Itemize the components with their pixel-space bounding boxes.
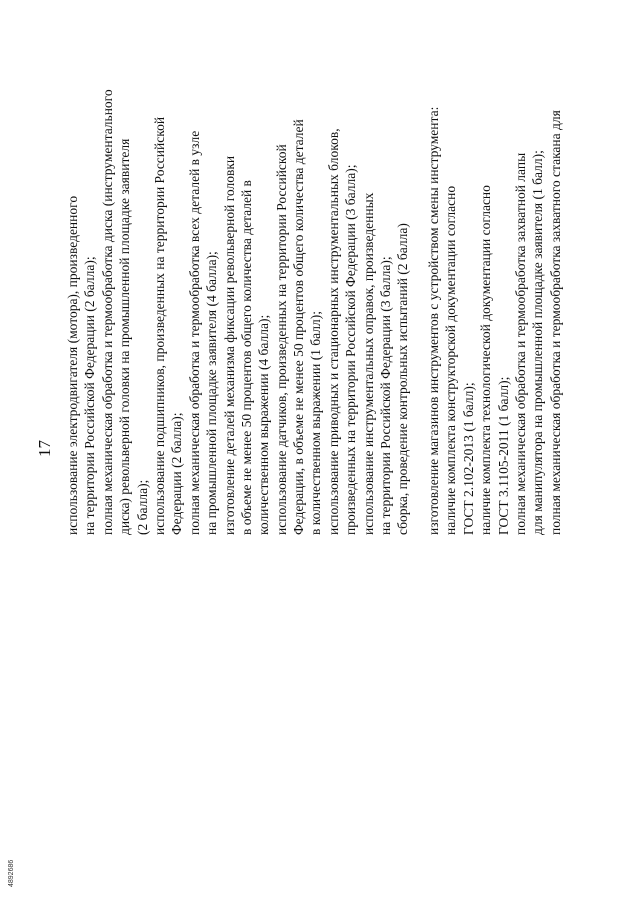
text-line: на территории Российской Федерации (2 балла); (82, 256, 98, 535)
text-line: использование приводных и стационарных инструментальных блоков, (325, 128, 341, 535)
text-line: наличие комплекта конструкторской документации согласно (443, 185, 459, 535)
requirements-list-tool-magazine (425, 107, 564, 535)
text-line: изготовление магазинов инструментов с устройством смены инструмента: (426, 106, 441, 535)
text-line: для манипулятора на промышленной площадке заявителя (1 балл); (530, 150, 546, 535)
text-line: полная механическая обработка и термообработка захватного стакана для (547, 110, 563, 535)
text-line: наличие комплекта технологической документации согласно (478, 185, 494, 535)
text-line: ГОСТ 3.1105-2011 (1 балл); (495, 376, 511, 535)
text-line: полная механическая обработка и термообработка захватной лапы (512, 152, 528, 535)
text-line: диска) револьверной головки на промышленной площадке заявителя (117, 138, 133, 535)
text-line: в объеме не менее 50 процентов общего количества деталей в (238, 180, 254, 535)
text-line: произведенных на территории Российской Федерации (3 балла); (343, 164, 359, 535)
text-line: использование датчиков, произведенных на территории Российской (273, 144, 289, 535)
text-line: полная механическая обработка и термообработка всех деталей в узле (186, 130, 202, 535)
text-line: в количественном выражении (1 балл); (308, 310, 324, 535)
text-line: использование инструментальных оправок, произведенных (360, 192, 376, 535)
text-line: (2 балла); (134, 479, 150, 535)
page-number: 17 (35, 440, 54, 457)
text-line: использование подшипников, произведенных на территории Российской (151, 116, 167, 535)
text-line: на промышленной площадке заявителя (4 балла); (204, 251, 220, 535)
text-line: полная механическая обработка и термообработка диска (инструментального (99, 89, 115, 535)
requirements-list-turret (64, 89, 412, 535)
document-id: 4892686 (8, 859, 15, 887)
text-line: изготовление деталей механизма фиксации револьверной головки (221, 155, 237, 535)
text-line: на территории Российской Федерации (3 балла); (378, 256, 394, 535)
text-line: использование электродвигателя (мотора), произведенного (65, 195, 80, 535)
text-line: сборка, проведение контрольных испытаний (2 балла) (395, 223, 411, 535)
text-line: Федерации, в объеме не менее 50 процентов общего количества деталей (291, 119, 307, 535)
text-line: Федерации (2 балла); (169, 412, 185, 535)
text-line: количественном выражении (4 балла); (256, 314, 272, 535)
text-line: ГОСТ 2.102-2013 (1 балл); (460, 382, 476, 535)
